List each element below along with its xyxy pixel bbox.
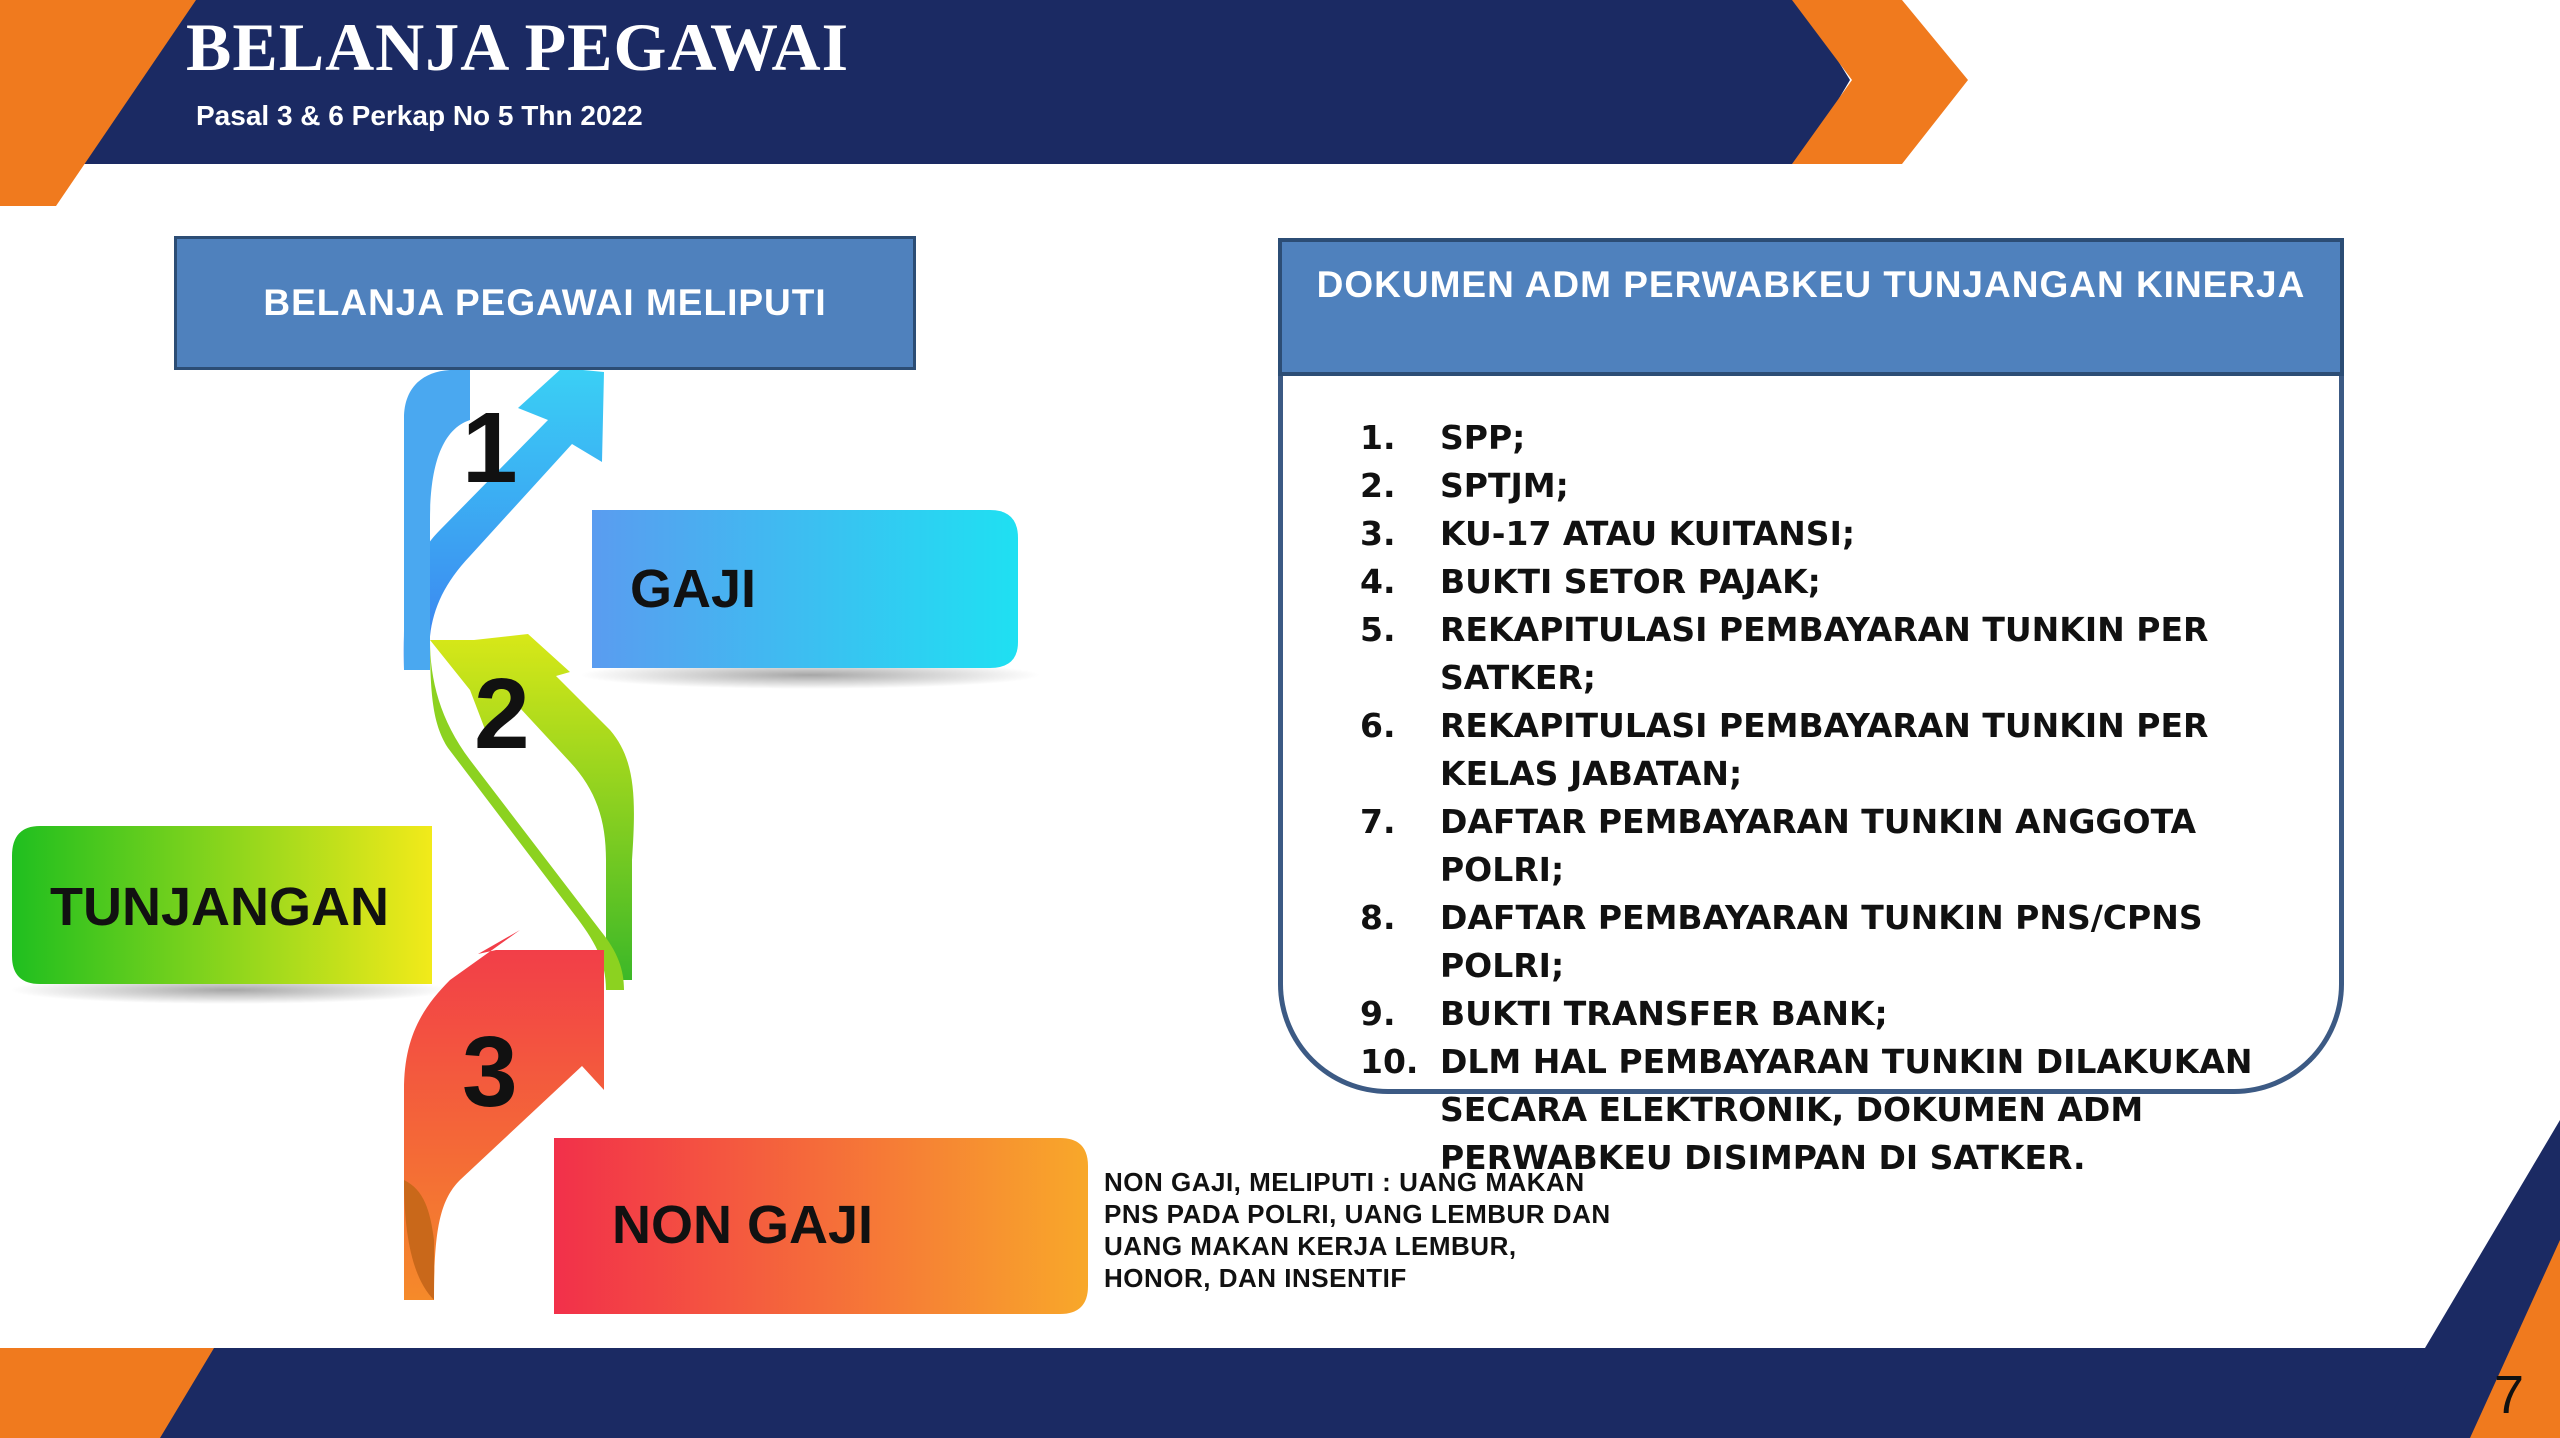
list-item: [1360, 510, 2320, 558]
list-item: [1360, 462, 2320, 510]
list-item-number: 7.: [1360, 802, 1396, 841]
list-item-number: 1.: [1360, 418, 1396, 457]
list-item-text: REKAPITULASI PEMBAYARAN TUNKIN PER SATKER;: [1440, 610, 2209, 697]
non-gaji-description: NON GAJI, MELIPUTI : UANG MAKAN PNS PADA POLRI, UANG LEMBUR DAN UANG MAKAN KERJA LEMBUR, HONOR, DAN INSENTIF: [1104, 1167, 1611, 1293]
list-item-number: 8.: [1360, 898, 1396, 937]
step-number-2: 2: [474, 658, 530, 770]
list-item: [1360, 414, 2320, 462]
gaji-label: GAJI: [630, 559, 757, 619]
list-item: [1360, 702, 2320, 798]
slide-subtitle: Pasal 3 & 6 Perkap No 5 Thn 2022: [196, 100, 643, 131]
step-number-1: 1: [462, 392, 518, 504]
list-item: [1360, 894, 2320, 990]
step-number-3: 3: [462, 1016, 518, 1128]
list-item-text: BUKTI TRANSFER BANK;: [1440, 994, 1888, 1033]
tunjangan-label: TUNJANGAN: [50, 877, 390, 937]
list-item: [1360, 1038, 2320, 1182]
list-item-number: 4.: [1360, 562, 1396, 601]
list-item-text: DLM HAL PEMBAYARAN TUNKIN DILAKUKAN SECARA ELEKTRONIK, DOKUMEN ADM PERWABKEU DISIMPAN DI SATKER.: [1440, 1042, 2253, 1177]
list-item-text: REKAPITULASI PEMBAYARAN TUNKIN PER KELAS JABATAN;: [1440, 706, 2209, 793]
list-item-number: 9.: [1360, 994, 1396, 1033]
arrow-2: [430, 634, 634, 980]
list-item: [1360, 798, 2320, 894]
left-panel-heading: BELANJA PEGAWAI MELIPUTI: [174, 236, 916, 370]
list-item: [1360, 606, 2320, 702]
document-list-heading: DOKUMEN ADM PERWABKEU TUNJANGAN KINERJA: [1278, 238, 2344, 376]
list-item-text: BUKTI SETOR PAJAK;: [1440, 562, 1821, 601]
list-item-text: KU-17 ATAU KUITANSI;: [1440, 514, 1856, 553]
non-gaji-label: NON GAJI: [612, 1195, 874, 1255]
footer-bar: [0, 1348, 2560, 1438]
list-item-text: SPTJM;: [1440, 466, 1569, 505]
list-item-text: SPP;: [1440, 418, 1526, 457]
list-item: [1360, 990, 2320, 1038]
list-item-text: DAFTAR PEMBAYARAN TUNKIN PNS/CPNS POLRI;: [1440, 898, 2203, 985]
document-list: [1360, 414, 2320, 1182]
slide-title: BELANJA PEGAWAI: [186, 9, 850, 85]
list-item-number: 10.: [1360, 1042, 1419, 1081]
list-item-number: 6.: [1360, 706, 1396, 745]
page-number: 7: [2494, 1365, 2525, 1425]
list-item-number: 3.: [1360, 514, 1396, 553]
list-item: [1360, 558, 2320, 606]
list-item-number: 2.: [1360, 466, 1396, 505]
list-item-number: 5.: [1360, 610, 1396, 649]
list-item-text: DAFTAR PEMBAYARAN TUNKIN ANGGOTA POLRI;: [1440, 802, 2197, 889]
